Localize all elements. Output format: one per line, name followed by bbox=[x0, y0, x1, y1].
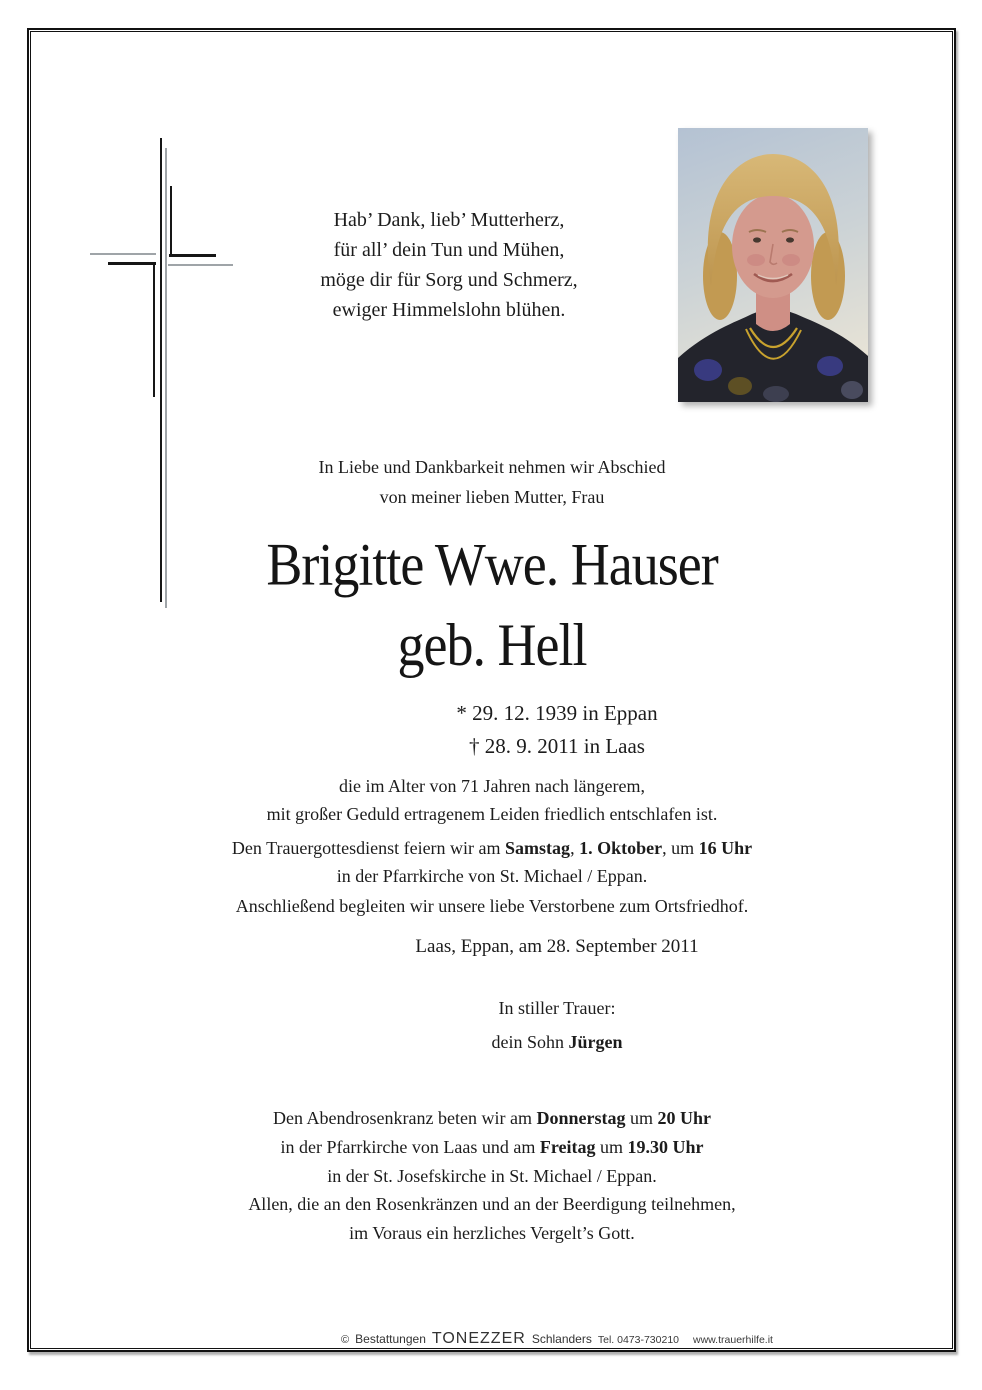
dateline: Laas, Eppan, am 28. September 2011 bbox=[415, 936, 699, 957]
rosary-info bbox=[32, 1104, 952, 1191]
poem-line: für all’ dein Tun und Mühen, bbox=[333, 239, 565, 261]
obituary-line: die im Alter von 71 Jahren nach längerem, bbox=[339, 776, 645, 796]
poem-line: Hab’ Dank, lieb’ Mutterherz, bbox=[333, 209, 565, 231]
procession-info: Anschließend begleiten wir unsere liebe Verstorbene zum Ortsfriedhof. bbox=[235, 896, 749, 916]
funeral-home-website: www.trauerhilfe.it bbox=[693, 1334, 773, 1346]
funeral-home-phone: Tel. 0473-730210 bbox=[597, 1334, 680, 1346]
mourning-label: In stiller Trauer: bbox=[498, 998, 616, 1018]
mourner-line bbox=[132, 1032, 982, 1053]
deceased-name-birthname: geb. Hell bbox=[397, 611, 587, 679]
text-run: dein Sohn bbox=[491, 1032, 569, 1052]
intro-line: In Liebe und Dankbarkeit nehmen wir Abschied bbox=[318, 457, 666, 477]
service-time: 16 Uhr bbox=[698, 838, 753, 858]
poem bbox=[32, 205, 866, 325]
funeral-home-city: Schlanders bbox=[531, 1332, 592, 1346]
funeral-home-brand: TONEZZER bbox=[431, 1330, 526, 1347]
obituary-line: mit großer Geduld ertragenem Leiden friedlich entschlafen ist. bbox=[266, 804, 718, 824]
text-run: Den Trauergottesdienst feiern wir am bbox=[231, 838, 506, 858]
service-line bbox=[32, 834, 952, 862]
footer bbox=[132, 1330, 982, 1348]
intro-line: von meiner lieben Mutter, Frau bbox=[379, 487, 605, 507]
life-dates bbox=[132, 697, 982, 763]
text-run: in der Pfarrkirche von Laas und am bbox=[280, 1137, 540, 1157]
mourner-name: Jürgen bbox=[568, 1032, 623, 1052]
service-day: Samstag bbox=[505, 838, 571, 858]
service-date: 1. Oktober bbox=[579, 838, 663, 858]
funeral-home-label: Bestattungen bbox=[355, 1332, 426, 1346]
deceased-name bbox=[32, 524, 952, 685]
rosary-day-2: Freitag bbox=[539, 1137, 596, 1157]
rosary-time-2: 19.30 Uhr bbox=[627, 1137, 704, 1157]
rosary-line bbox=[32, 1133, 952, 1162]
service-info bbox=[32, 834, 952, 890]
rosary-time-1: 20 Uhr bbox=[657, 1108, 711, 1128]
deceased-name-main: Brigitte Wwe. Hauser bbox=[266, 530, 718, 598]
rosary-day-1: Donnerstag bbox=[536, 1108, 626, 1128]
rosary-location: in der St. Josefskirche in St. Michael / Eppan. bbox=[327, 1166, 657, 1186]
poem-line: möge dir für Sorg und Schmerz, bbox=[320, 269, 578, 291]
birth-date: * 29. 12. 1939 in Eppan bbox=[456, 701, 658, 725]
poem-line: ewiger Himmelslohn blühen. bbox=[332, 299, 566, 321]
intro-text bbox=[32, 452, 952, 512]
text-run: Den Abendrosenkranz beten wir am bbox=[273, 1108, 537, 1128]
text-run: , um bbox=[662, 838, 699, 858]
thanks-line: im Voraus ein herzliches Vergelt’s Gott. bbox=[349, 1223, 635, 1243]
thanks-text bbox=[32, 1190, 952, 1248]
rosary-line bbox=[32, 1104, 952, 1133]
text-run: , bbox=[570, 838, 580, 858]
service-location: in der Pfarrkirche von St. Michael / Eppan. bbox=[336, 866, 648, 886]
text-run: um bbox=[625, 1108, 658, 1128]
death-date: † 28. 9. 2011 in Laas bbox=[469, 734, 645, 758]
text-run: um bbox=[595, 1137, 628, 1157]
footer-logo-icon: © bbox=[341, 1334, 350, 1346]
thanks-line: Allen, die an den Rosenkränzen und an der Beerdigung teilnehmen, bbox=[248, 1194, 736, 1214]
obituary-text bbox=[32, 772, 952, 828]
